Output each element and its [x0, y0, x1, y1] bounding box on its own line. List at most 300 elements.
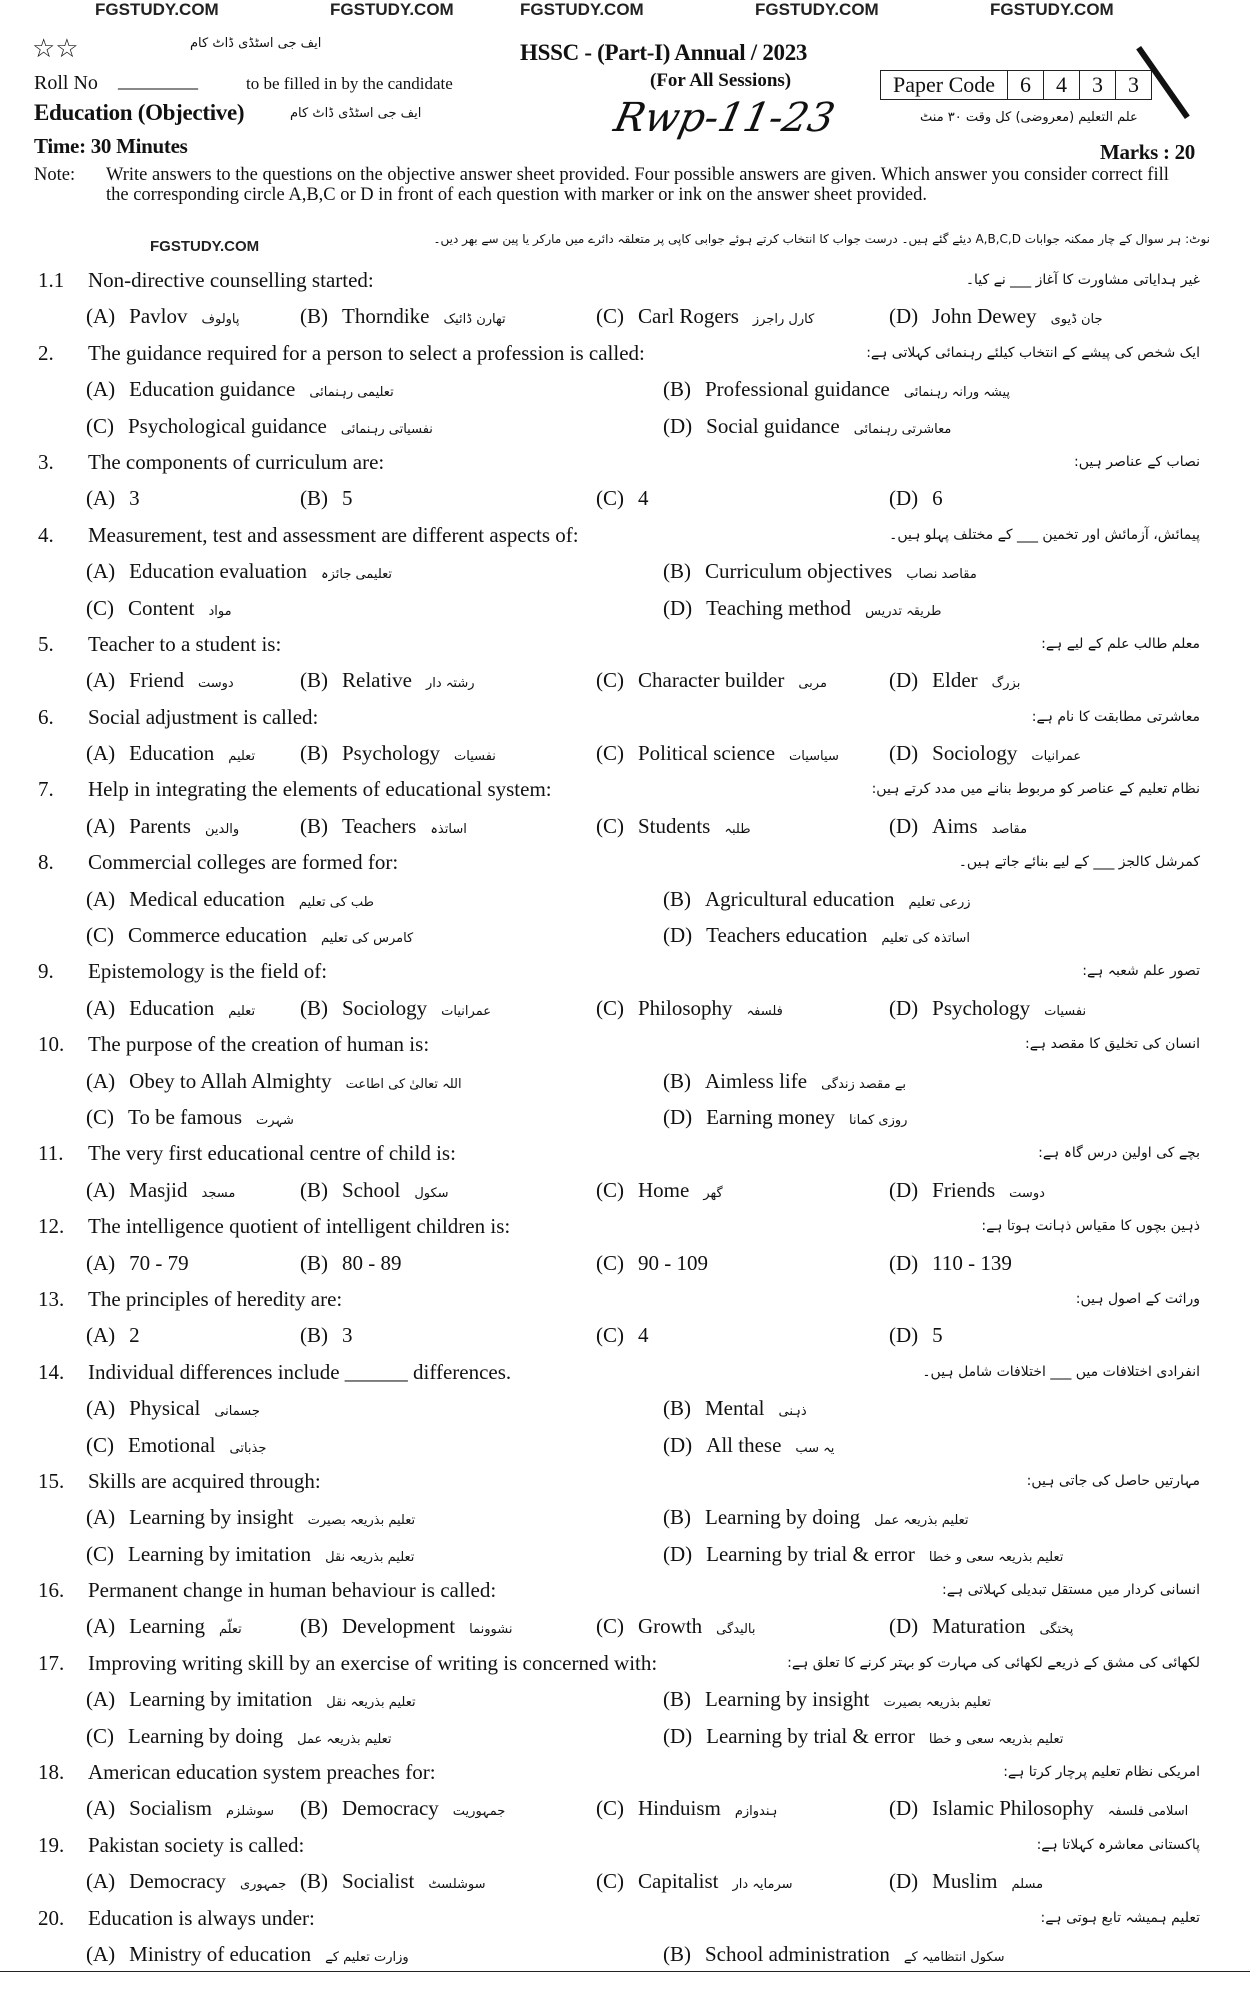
- options-row: [0, 1536, 1250, 1572]
- option-text: Masjid: [129, 1177, 188, 1202]
- answer-option[interactable]: [300, 1863, 486, 1903]
- question-urdu: وراثت کے اصول ہیں:: [1075, 1290, 1200, 1307]
- answer-option[interactable]: [86, 1099, 294, 1139]
- option-letter: (D): [663, 1723, 693, 1748]
- answer-option[interactable]: [86, 1245, 189, 1281]
- answer-option[interactable]: [300, 1245, 402, 1281]
- answer-option[interactable]: [86, 1718, 392, 1758]
- option-urdu: سوشلزم: [226, 1804, 275, 1820]
- option-letter: (C): [596, 668, 624, 693]
- urdu-watermark: ایف جی اسٹڈی ڈاٹ کام: [290, 106, 422, 121]
- question-row: [0, 1354, 1250, 1390]
- option-urdu: روزی کمانا: [849, 1112, 908, 1128]
- question-text: The intelligence quotient of intelligent children is:: [88, 1214, 511, 1239]
- answer-option[interactable]: [663, 1499, 969, 1539]
- watermark: FGSTUDY.COM: [330, 0, 454, 19]
- answer-option[interactable]: [300, 480, 353, 516]
- options-row: [0, 1172, 1250, 1208]
- option-text: 5: [932, 1323, 943, 1348]
- answer-option[interactable]: [596, 1863, 793, 1903]
- answer-option[interactable]: [663, 1936, 1005, 1976]
- option-letter: (C): [596, 486, 624, 511]
- question-urdu: ایک شخص کی پیشے کے انتخاب کیلئے رہنمائی کہلاتی ہے:: [866, 344, 1200, 361]
- answer-option[interactable]: [596, 735, 839, 775]
- watermark: FGSTUDY.COM: [755, 0, 879, 19]
- option-letter: (A): [86, 668, 116, 693]
- question-row: [0, 444, 1250, 480]
- option-text: Philosophy: [638, 995, 733, 1020]
- answer-option[interactable]: [596, 1245, 708, 1281]
- question-row: [0, 1463, 1250, 1499]
- option-urdu: پختگی: [1039, 1622, 1074, 1638]
- option-text: School administration: [705, 1941, 890, 1966]
- option-urdu: طب کی تعلیم: [298, 894, 375, 910]
- option-urdu: تعلیم بذریعہ نقل: [325, 1549, 415, 1565]
- option-letter: (C): [596, 1250, 624, 1275]
- answer-option[interactable]: [300, 1608, 512, 1648]
- option-letter: (B): [663, 1068, 691, 1093]
- option-urdu: سیاسیات: [789, 749, 839, 765]
- option-letter: (A): [86, 486, 116, 511]
- option-text: 110 - 139: [932, 1250, 1012, 1275]
- answer-option[interactable]: [889, 662, 1020, 702]
- option-text: Mental: [705, 1396, 765, 1421]
- option-letter: (B): [300, 1614, 328, 1639]
- option-text: Elder: [932, 668, 978, 693]
- roll-no-label: Roll No: [34, 72, 98, 94]
- urdu-subject: علم التعلیم (معروضی) کل وقت ۳۰ منٹ: [920, 110, 1138, 125]
- answer-option[interactable]: [663, 917, 970, 957]
- question-number: 18.: [38, 1760, 65, 1785]
- answer-option[interactable]: [86, 371, 394, 411]
- answer-option[interactable]: [596, 1317, 649, 1353]
- question-urdu: مہارتیں حاصل کی جاتی ہیں:: [1026, 1472, 1200, 1489]
- answer-option[interactable]: [86, 590, 232, 630]
- answer-option[interactable]: [889, 808, 1027, 848]
- answer-option[interactable]: [663, 371, 1010, 411]
- option-text: Muslim: [932, 1869, 998, 1894]
- option-letter: (B): [663, 559, 691, 584]
- option-letter: (C): [596, 1869, 624, 1894]
- option-urdu: تعلیم: [228, 1003, 256, 1019]
- option-letter: (C): [86, 595, 114, 620]
- options-row: [0, 1718, 1250, 1754]
- answer-option[interactable]: [86, 662, 234, 702]
- option-letter: (D): [889, 304, 919, 329]
- option-text: 3: [342, 1323, 353, 1348]
- answer-option[interactable]: [86, 1390, 260, 1430]
- question-row: [0, 1135, 1250, 1171]
- options-row: [0, 1245, 1250, 1281]
- option-urdu: تعلیم بذریعہ سعی و خطا: [928, 1731, 1064, 1747]
- option-text: Ministry of education: [129, 1941, 312, 1966]
- options-row: [0, 408, 1250, 444]
- urdu-note: نوٹ: ہر سوال کے چار ممکنہ جوابات A,B,C,D دیئے گئے ہیں۔ درست جواب کا انتخاب کرتے ہوئے جوابی کاپی پر متعلقہ دائرے میں مارکر یا پین سے بھر دیں۔: [433, 232, 1210, 246]
- option-urdu: جسمانی: [214, 1404, 260, 1420]
- answer-option[interactable]: [86, 1863, 286, 1903]
- options-row: [0, 1427, 1250, 1463]
- options-row: [0, 1063, 1250, 1099]
- option-urdu: تعلیم بذریعہ بصیرت: [307, 1513, 416, 1529]
- answer-option[interactable]: [300, 298, 506, 338]
- question-number: 5.: [38, 631, 54, 656]
- option-text: Learning by trial & error: [706, 1723, 915, 1748]
- question-row: [0, 1572, 1250, 1608]
- option-letter: (D): [889, 1177, 919, 1202]
- question-number: 6.: [38, 704, 54, 729]
- answer-option[interactable]: [86, 1681, 416, 1721]
- option-letter: (D): [663, 923, 693, 948]
- options-row: [0, 662, 1250, 698]
- option-urdu: طلبہ: [724, 821, 751, 837]
- question-text: Epistemology is the field of:: [88, 959, 328, 984]
- option-urdu: پیشہ ورانہ رہنمائی: [903, 385, 1011, 401]
- option-text: Carl Rogers: [638, 304, 739, 329]
- answer-option[interactable]: [86, 917, 413, 957]
- option-text: Students: [638, 813, 711, 838]
- option-urdu: شہرت: [256, 1112, 294, 1128]
- option-urdu: دوست: [197, 676, 234, 692]
- question-urdu: پاکستانی معاشرہ کہلاتا ہے:: [1036, 1836, 1200, 1853]
- option-text: 70 - 79: [129, 1250, 189, 1275]
- option-letter: (C): [86, 1104, 114, 1129]
- option-text: Parents: [129, 813, 191, 838]
- option-letter: (D): [889, 1323, 919, 1348]
- option-text: Sociology: [342, 995, 428, 1020]
- option-letter: (A): [86, 559, 116, 584]
- answer-option[interactable]: [86, 1790, 274, 1830]
- option-text: Learning by doing: [705, 1505, 861, 1530]
- exam-title: HSSC - (Part-I) Annual / 2023: [520, 40, 808, 65]
- options-row: [0, 480, 1250, 516]
- option-text: John Dewey: [932, 304, 1037, 329]
- answer-option[interactable]: [86, 1427, 266, 1467]
- option-text: Professional guidance: [705, 377, 890, 402]
- option-letter: (D): [889, 1869, 919, 1894]
- option-urdu: کامرس کی تعلیم: [321, 931, 414, 947]
- question-number: 4.: [38, 522, 54, 547]
- urdu-watermark: ایف جی اسٹڈی ڈاٹ کام: [190, 36, 322, 51]
- options-row: [0, 1790, 1250, 1826]
- question-text: American education system preaches for:: [88, 1760, 436, 1785]
- option-letter: (C): [86, 1432, 114, 1457]
- question-urdu: تصور علم شعبہ ہے:: [1082, 963, 1200, 980]
- question-text: Skills are acquired through:: [88, 1468, 321, 1493]
- option-text: Emotional: [128, 1432, 216, 1457]
- option-urdu: عمرانیات: [441, 1003, 491, 1019]
- question-text: The very first educational centre of child is:: [88, 1141, 456, 1166]
- option-letter: (A): [86, 1687, 116, 1712]
- option-text: School: [342, 1177, 401, 1202]
- option-urdu: ہندوازم: [734, 1804, 778, 1820]
- question-row: [0, 1281, 1250, 1317]
- answer-option[interactable]: [86, 1172, 235, 1212]
- question-urdu: انسان کی تخلیق کا مقصد ہے:: [1025, 1036, 1200, 1053]
- option-text: Friends: [932, 1177, 996, 1202]
- option-text: 5: [342, 486, 353, 511]
- question-text: Help in integrating the elements of educational system:: [88, 777, 552, 802]
- options-row: [0, 298, 1250, 334]
- answer-option[interactable]: [86, 1499, 415, 1539]
- answer-option[interactable]: [86, 881, 374, 921]
- option-urdu: مسلم: [1011, 1877, 1044, 1893]
- option-letter: (D): [889, 1796, 919, 1821]
- answer-option[interactable]: [86, 408, 433, 448]
- answer-option[interactable]: [663, 1099, 907, 1139]
- answer-option[interactable]: [889, 1317, 943, 1353]
- option-urdu: سوشلسٹ: [428, 1877, 486, 1893]
- answer-option[interactable]: [596, 662, 827, 702]
- option-letter: (C): [596, 1796, 624, 1821]
- answer-option[interactable]: [86, 1936, 409, 1976]
- answer-option[interactable]: [889, 1863, 1043, 1903]
- answer-option[interactable]: [889, 480, 943, 516]
- question-number: 17.: [38, 1650, 65, 1675]
- answer-option[interactable]: [300, 662, 475, 702]
- options-row: [0, 990, 1250, 1026]
- option-letter: (B): [663, 1941, 691, 1966]
- question-number: 13.: [38, 1286, 65, 1311]
- options-row: [0, 553, 1250, 589]
- option-urdu: فلسفہ: [746, 1003, 783, 1019]
- option-text: 80 - 89: [342, 1250, 402, 1275]
- answer-option[interactable]: [300, 1317, 353, 1353]
- options-row: [0, 1317, 1250, 1353]
- option-letter: (B): [300, 486, 328, 511]
- question-number: 11.: [38, 1141, 64, 1166]
- question-text: Education is always under:: [88, 1905, 315, 1930]
- option-text: Psychology: [342, 741, 441, 766]
- question-number: 2.: [38, 340, 54, 365]
- option-letter: (A): [86, 1323, 116, 1348]
- question-urdu: معاشرتی مطابقت کا نام ہے:: [1031, 708, 1200, 725]
- answer-option[interactable]: [300, 1790, 505, 1830]
- answer-option[interactable]: [663, 881, 971, 921]
- option-text: Development: [342, 1614, 456, 1639]
- question-row: [0, 626, 1250, 662]
- option-letter: (D): [889, 668, 919, 693]
- option-urdu: جمہوری: [239, 1877, 287, 1893]
- options-row: [0, 590, 1250, 626]
- option-letter: (B): [300, 995, 328, 1020]
- option-text: Maturation: [932, 1614, 1026, 1639]
- answer-option[interactable]: [86, 808, 239, 848]
- option-letter: (C): [86, 923, 114, 948]
- question-urdu: کمرشل کالجز ___ کے لیے بنائے جاتے ہیں۔: [958, 854, 1200, 871]
- answer-option[interactable]: [596, 298, 814, 338]
- option-text: Learning by imitation: [129, 1687, 313, 1712]
- option-urdu: مقاصد: [991, 821, 1028, 837]
- question-text: Improving writing skill by an exercise of writing is concerned with:: [88, 1650, 658, 1675]
- option-letter: (C): [596, 995, 624, 1020]
- subject-title: Education (Objective): [34, 100, 245, 125]
- option-urdu: تعلیم بذریعہ بصیرت: [883, 1695, 991, 1711]
- question-text: Measurement, test and assessment are different aspects of:: [88, 522, 579, 547]
- option-text: Medical education: [129, 886, 285, 911]
- answer-option[interactable]: [663, 1063, 906, 1103]
- question-row: [0, 771, 1250, 807]
- options-row: [0, 1390, 1250, 1426]
- option-text: Psychology: [932, 995, 1031, 1020]
- option-letter: (D): [889, 1614, 919, 1639]
- option-urdu: گھر: [703, 1185, 723, 1201]
- option-letter: (C): [596, 813, 624, 838]
- question-text: The principles of heredity are:: [88, 1286, 343, 1311]
- option-urdu: اللہ تعالیٰ کی اطاعت: [345, 1076, 462, 1092]
- option-text: Learning by trial & error: [706, 1541, 915, 1566]
- answer-option[interactable]: [889, 1790, 1188, 1830]
- answer-option[interactable]: [663, 590, 941, 630]
- question-row: [0, 699, 1250, 735]
- option-text: Curriculum objectives: [705, 559, 893, 584]
- option-text: Psychological guidance: [128, 413, 327, 438]
- question-urdu: پیمائش، آزمائش اور تخمین ___ کے مختلف پہلو ہیں۔: [889, 526, 1200, 543]
- option-text: Content: [128, 595, 195, 620]
- option-letter: (A): [86, 1941, 116, 1966]
- watermark: FGSTUDY.COM: [990, 0, 1114, 19]
- answer-option[interactable]: [889, 1172, 1045, 1212]
- option-letter: (B): [663, 1396, 691, 1421]
- answer-option[interactable]: [663, 1536, 1063, 1576]
- option-text: Obey to Allah Almighty: [129, 1068, 332, 1093]
- option-urdu: بزرگ: [991, 676, 1021, 692]
- question-row: [0, 844, 1250, 880]
- option-letter: (D): [663, 1541, 693, 1566]
- option-letter: (C): [596, 1177, 624, 1202]
- sessions-label: (For All Sessions): [650, 70, 792, 91]
- option-letter: (A): [86, 1796, 116, 1821]
- answer-option[interactable]: [596, 1790, 777, 1830]
- answer-option[interactable]: [300, 1172, 449, 1212]
- option-letter: (D): [889, 486, 919, 511]
- answer-option[interactable]: [596, 1172, 723, 1212]
- answer-option[interactable]: [889, 298, 1103, 338]
- answer-option[interactable]: [663, 408, 951, 448]
- options-row: [0, 1681, 1250, 1717]
- answer-option[interactable]: [86, 735, 255, 775]
- option-text: Teachers education: [706, 923, 868, 948]
- option-urdu: تعلیمی جائزہ: [321, 567, 393, 583]
- option-text: Aims: [932, 813, 978, 838]
- option-letter: (D): [889, 813, 919, 838]
- paper-code-box: [880, 70, 1152, 100]
- option-letter: (A): [86, 1396, 116, 1421]
- options-row: [0, 1936, 1250, 1972]
- option-letter: (B): [663, 377, 691, 402]
- answer-option[interactable]: [86, 553, 392, 593]
- answer-option[interactable]: [663, 553, 977, 593]
- question-urdu: نصاب کے عناصر ہیں:: [1074, 453, 1200, 470]
- option-letter: (A): [86, 741, 116, 766]
- roll-no-field[interactable]: ________: [118, 70, 198, 92]
- answer-option[interactable]: [663, 1718, 1063, 1758]
- answer-option[interactable]: [596, 808, 751, 848]
- option-text: Character builder: [638, 668, 785, 693]
- option-letter: (A): [86, 304, 116, 329]
- answer-option[interactable]: [889, 735, 1081, 775]
- option-urdu: تعلیم: [228, 749, 256, 765]
- answer-option[interactable]: [596, 480, 649, 516]
- answer-option[interactable]: [663, 1681, 991, 1721]
- answer-option[interactable]: [86, 1536, 414, 1576]
- question-text: Commercial colleges are formed for:: [88, 850, 399, 875]
- option-text: Capitalist: [638, 1869, 719, 1894]
- paper-code-digit: 3: [1080, 71, 1116, 99]
- answer-option[interactable]: [663, 1427, 834, 1467]
- answer-option[interactable]: [889, 1608, 1073, 1648]
- question-row: [0, 1754, 1250, 1790]
- option-urdu: نشوونما: [469, 1622, 513, 1638]
- answer-option[interactable]: [86, 1608, 242, 1648]
- option-letter: (B): [300, 813, 328, 838]
- answer-option[interactable]: [596, 1608, 755, 1648]
- option-letter: (D): [663, 413, 693, 438]
- option-text: Physical: [129, 1396, 201, 1421]
- question-row: [0, 335, 1250, 371]
- option-letter: (A): [86, 1869, 116, 1894]
- answer-option[interactable]: [889, 990, 1086, 1030]
- stars-mark: ☆☆: [32, 34, 79, 63]
- option-letter: (A): [86, 1068, 116, 1093]
- question-number: 14.: [38, 1359, 65, 1384]
- option-letter: (C): [596, 304, 624, 329]
- option-letter: (C): [596, 741, 624, 766]
- option-text: Growth: [638, 1614, 703, 1639]
- answer-option[interactable]: [86, 1317, 140, 1353]
- option-text: Sociology: [932, 741, 1018, 766]
- option-text: Social guidance: [706, 413, 840, 438]
- option-urdu: پاولوف: [201, 312, 240, 328]
- question-urdu: لکھائی کی مشق کے ذریعے لکھائی کی مہارت کو بہتر کرنے کا تعلق ہے:: [787, 1654, 1200, 1671]
- option-urdu: سکول انتظامیہ کے: [903, 1949, 1005, 1965]
- answer-option[interactable]: [300, 735, 496, 775]
- answer-option[interactable]: [663, 1390, 807, 1430]
- answer-option[interactable]: [889, 1245, 1012, 1281]
- question-row: [0, 1645, 1250, 1681]
- question-number: 19.: [38, 1832, 65, 1857]
- option-letter: (B): [663, 1687, 691, 1712]
- answer-option[interactable]: [596, 990, 783, 1030]
- watermark: FGSTUDY.COM: [95, 0, 219, 19]
- note-label: Note:: [34, 165, 76, 185]
- question-text: Non-directive counselling started:: [88, 268, 374, 292]
- option-urdu: نفسیاتی رہنمائی: [340, 421, 433, 437]
- option-urdu: بالیدگی: [716, 1622, 756, 1638]
- option-text: Learning by insight: [129, 1505, 294, 1530]
- answer-option[interactable]: [300, 990, 491, 1030]
- answer-option[interactable]: [300, 808, 467, 848]
- answer-option[interactable]: [86, 480, 140, 516]
- question-number: 1.1: [38, 268, 65, 292]
- option-urdu: ذہنی: [778, 1404, 807, 1420]
- instructions-note: [34, 165, 1184, 205]
- option-letter: (B): [300, 1177, 328, 1202]
- roll-no-hint: to be filled in by the candidate: [246, 74, 453, 93]
- option-urdu: وزارت تعلیم کے: [325, 1949, 409, 1965]
- option-letter: (B): [300, 668, 328, 693]
- option-letter: (B): [300, 1869, 328, 1894]
- option-text: Political science: [638, 741, 776, 766]
- option-text: 3: [129, 486, 140, 511]
- option-urdu: عمرانیات: [1031, 749, 1082, 765]
- option-letter: (B): [663, 886, 691, 911]
- option-urdu: نفسیات: [454, 749, 496, 765]
- option-text: 6: [932, 486, 943, 511]
- answer-option[interactable]: [86, 1063, 462, 1103]
- answer-option[interactable]: [86, 990, 255, 1030]
- answer-option[interactable]: [86, 298, 240, 338]
- question-row: [0, 1827, 1250, 1863]
